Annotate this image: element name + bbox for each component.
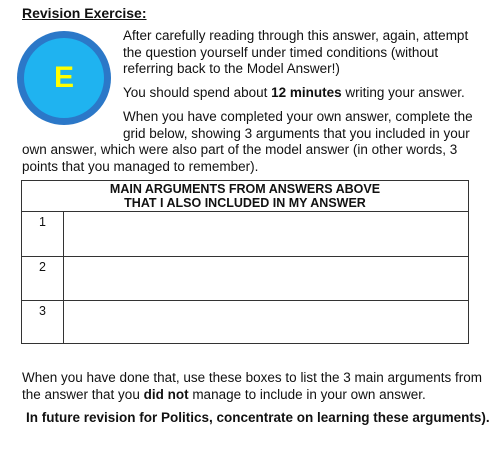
instruction-complete-grid-continued: own answer, which were also part of the model answer (in other words, 3 points that you managed to remember). bbox=[22, 142, 458, 174]
grid-row bbox=[22, 212, 468, 257]
instruction-complete-grid: When you have completed your own answer, complete the grid below, showing 3 arguments that you included in your bbox=[123, 109, 473, 141]
missed-arguments-post: manage to include in your own answer. bbox=[188, 386, 426, 402]
time-limit-post: writing your answer. bbox=[341, 85, 465, 100]
instruction-missed-arguments bbox=[22, 370, 482, 403]
grid-row-number: 2 bbox=[22, 257, 64, 300]
grid-row bbox=[22, 257, 468, 301]
time-limit-value: 12 minutes bbox=[271, 85, 342, 100]
grid-answer-cell[interactable] bbox=[64, 301, 468, 343]
instruction-timed-attempt: After carefully reading through this answer, again, attempt the question yourself under timed conditions (without referring back to the Model Answer!) bbox=[123, 28, 469, 76]
grid-answer-cell[interactable] bbox=[64, 257, 468, 300]
exercise-badge-icon bbox=[17, 31, 111, 125]
grid-row bbox=[22, 301, 468, 343]
grid-header-line-2: THAT I ALSO INCLUDED IN MY ANSWER bbox=[124, 196, 366, 210]
badge-letter: E bbox=[53, 61, 74, 94]
badge-inner-circle bbox=[24, 38, 104, 118]
missed-arguments-pre: When you have done that, use these boxes to list the 3 main arguments from the answer that you bbox=[22, 370, 483, 402]
revision-exercise-heading: Revision Exercise: bbox=[22, 5, 147, 21]
arguments-grid-header bbox=[22, 181, 468, 212]
time-limit-pre: You should spend about bbox=[123, 85, 272, 100]
grid-header-line-1: MAIN ARGUMENTS FROM ANSWERS ABOVE bbox=[109, 182, 381, 196]
instruction-time-limit bbox=[123, 85, 483, 102]
arguments-grid bbox=[21, 180, 469, 344]
grid-row-number: 3 bbox=[22, 301, 64, 343]
grid-answer-cell[interactable] bbox=[64, 212, 468, 256]
missed-arguments-emphasis: did not bbox=[143, 386, 189, 402]
revision-advice: In future revision for Politics, concentrate on learning these arguments). bbox=[26, 410, 490, 425]
grid-row-number: 1 bbox=[22, 212, 64, 256]
